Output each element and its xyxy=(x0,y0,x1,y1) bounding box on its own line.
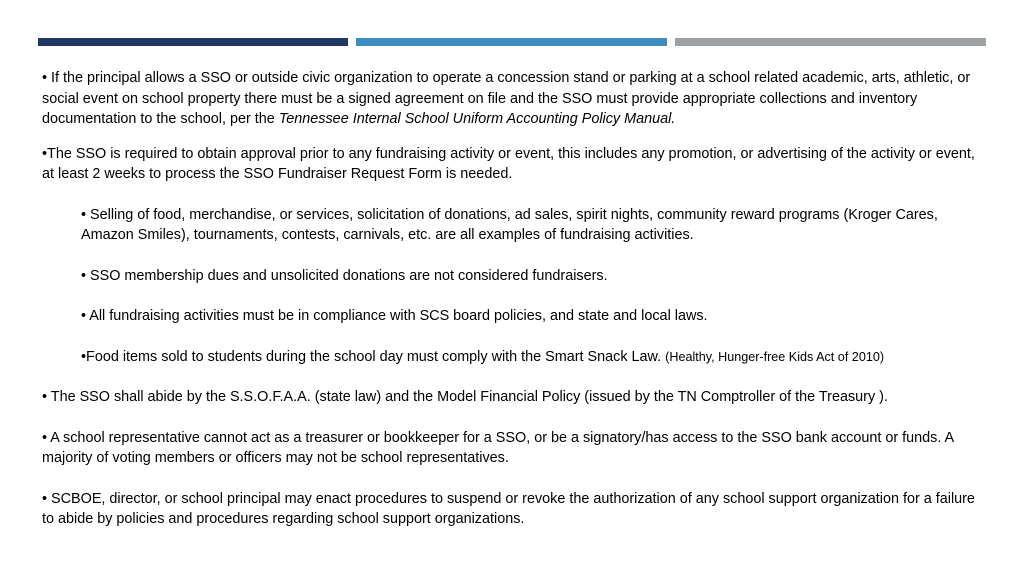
paragraph-concession-text: • If the principal allows a SSO or outside civic organization to operate a concession stand or parking at a school related academic, arts, athletic, or social event on school property there must be a signed agreement on file and the SSO must provide appropriate collections and inventory documentation to the school, per the xyxy=(42,70,971,127)
smart-snack-note: (Healthy, Hunger-free Kids Act of 2010) xyxy=(665,349,885,364)
paragraph-school-representative: • A school representative cannot act as a treasurer or bookkeeper for a SSO, or be a signatory/has access to the SSO bank account or funds. A majority of voting members or officers may not be school representatives. xyxy=(42,429,954,466)
slide-body xyxy=(42,68,987,530)
paragraph-revoke-authorization: • SCBOE, director, or school principal may enact procedures to suspend or revoke the authorization of any school support organization for a failure to abide by policies and procedures regarding school support organizations. xyxy=(42,490,975,527)
sub-bullet-membership-dues: • SSO membership dues and unsolicited donations are not considered fundraisers. xyxy=(81,267,608,284)
smart-snack-text: •Food items sold to students during the school day must comply with the Smart Snack Law. xyxy=(81,348,666,365)
sub-bullet-fundraising-examples: • Selling of food, merchandise, or services, solicitation of donations, ad sales, spirit nights, community reward programs (Kroger Cares, Amazon Smiles), tournaments, contests, carnivals, etc. are all examples of fundraising activities. xyxy=(81,206,938,243)
paragraph-ssofaa: • The SSO shall abide by the S.S.O.F.A.A. (state law) and the Model Financial Policy (issued by the TN Comptroller of the Treasury ). xyxy=(42,389,888,405)
paragraph-concession-agreement xyxy=(42,68,987,130)
header-bar-dark xyxy=(38,38,348,46)
header-bar-gray xyxy=(675,38,986,46)
paragraph-fundraising-approval: •The SSO is required to obtain approval prior to any fundraising activity or event, this includes any promotion, or advertising of the activity or event, at least 2 weeks to process the SSO Fundraiser Request Form is needed. xyxy=(42,145,975,182)
sub-bullet-compliance: • All fundraising activities must be in compliance with SCS board policies, and state and local laws. xyxy=(81,308,708,324)
policy-manual-title: Tennessee Internal School Uniform Accounting Policy Manual. xyxy=(278,111,676,127)
header-bar-blue xyxy=(356,38,667,46)
sub-bullet-smart-snack xyxy=(81,347,987,368)
